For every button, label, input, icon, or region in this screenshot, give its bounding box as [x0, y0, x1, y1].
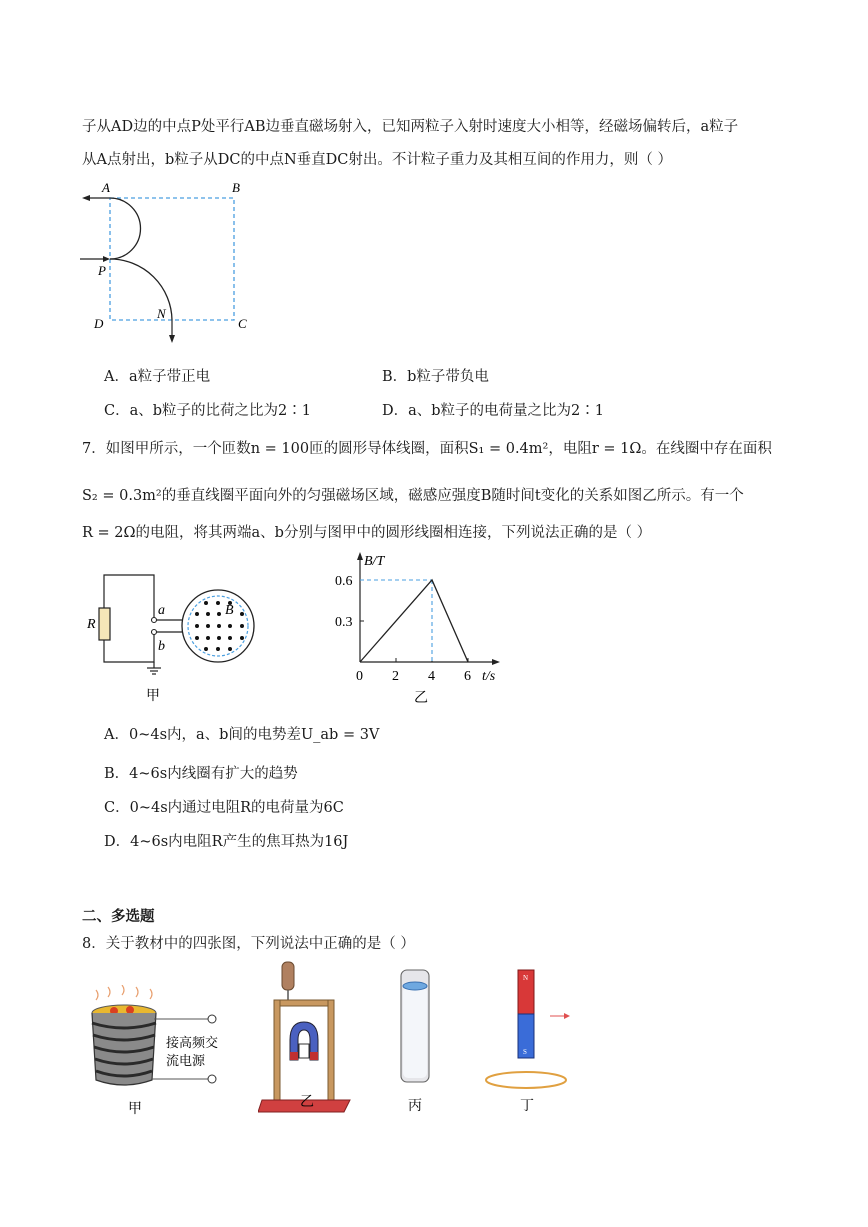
- q7-bt-graph: [328, 548, 508, 708]
- q7-option-d[interactable]: D．4~6s内电阻R产生的焦耳热为16J: [104, 834, 349, 850]
- q8-fig-ding-magnet-ring: [482, 968, 592, 1113]
- label-N: N: [157, 306, 166, 321]
- x-tick-2: 2: [392, 669, 399, 684]
- magnet-N-label: N: [523, 974, 529, 982]
- q8-fig-jia-induction-furnace: [74, 985, 244, 1115]
- q6-magnetic-field-figure: [80, 178, 260, 350]
- y-tick-0.6: 0.6: [335, 574, 353, 589]
- magnet-S-label: S: [523, 1048, 527, 1056]
- q7-circuit-figure: [84, 570, 284, 710]
- q7-line-3: R = 2Ω的电阻，将其两端a、b分别与图甲中的圆形线圈相连接，下列说法正确的是（ ）: [82, 525, 652, 541]
- x-axis-label: t/s: [482, 669, 496, 684]
- q7-line-1: 7．如图甲所示，一个匝数n = 100匝的圆形导体线圈，面积S₁ = 0.4m²，电阻r = 1Ω。在线圈中存在面积: [82, 441, 772, 457]
- label-b: b: [158, 639, 165, 654]
- q7-line-2: S₂ = 0.3m²的垂直线圈平面向外的匀强磁场区域，磁感应强度B随时间t变化的关系如图乙所示。有一个: [82, 488, 744, 504]
- x-tick-0: 0: [356, 669, 363, 684]
- coil-label-2: 流电源: [166, 1053, 206, 1068]
- label-A: A: [102, 180, 110, 195]
- q6-option-b[interactable]: B．b粒子带负电: [382, 369, 489, 385]
- q7-option-a[interactable]: A．0~4s内，a、b间的电势差U_ab = 3V: [104, 727, 380, 743]
- q6-option-a[interactable]: A．a粒子带正电: [104, 369, 211, 385]
- q6-line-2: 从A点射出，b粒子从DC的中点N垂直DC射出。不计粒子重力及其相互间的作用力，则（ ）: [82, 152, 672, 168]
- x-tick-6: 6: [464, 669, 471, 684]
- heat-wave-icon: [96, 985, 152, 1000]
- q6-option-c[interactable]: C．a、b粒子的比荷之比为2∶1: [104, 403, 311, 419]
- resistor-R: [99, 608, 110, 640]
- coil-label-1: 接高频交: [166, 1035, 219, 1050]
- y-axis-label: B/T: [364, 554, 385, 569]
- q8-fig-bing-tube: [392, 968, 442, 1113]
- section-title: 二、多选题: [82, 909, 155, 925]
- caption-bing-q8: 丙: [408, 1099, 422, 1113]
- q6-option-d[interactable]: D．a、b粒子的电荷量之比为2∶1: [382, 403, 605, 419]
- q7-option-b[interactable]: B．4~6s内线圈有扩大的趋势: [104, 766, 298, 782]
- caption-jia: 甲: [146, 689, 160, 704]
- b-exit-arrowhead: [169, 335, 175, 343]
- label-B-field: B: [225, 603, 234, 618]
- series-line-B: [360, 580, 468, 662]
- caption-yi-q8: 乙: [300, 1095, 314, 1110]
- q7-option-c[interactable]: C．0~4s内通过电阻R的电荷量为6C: [104, 800, 344, 816]
- q8-fig-yi-magnet-stand: [258, 960, 358, 1115]
- a-exit-arrowhead: [82, 195, 90, 201]
- caption-jia-q8: 甲: [128, 1102, 142, 1115]
- caption-yi: 乙: [414, 691, 428, 706]
- q8-line-1: 8．关于教材中的四张图，下列说法中正确的是（ ）: [82, 936, 415, 952]
- incoming-arrowhead: [103, 256, 110, 262]
- y-tick-0.3: 0.3: [335, 615, 353, 630]
- label-B: B: [232, 180, 240, 195]
- label-a: a: [158, 603, 165, 618]
- label-D: D: [94, 316, 104, 331]
- field-region-square: [110, 198, 234, 320]
- terminal-b: [152, 630, 157, 635]
- label-P: P: [98, 263, 106, 278]
- terminal-a: [152, 618, 157, 623]
- metal-ring: [486, 1072, 566, 1088]
- q6-line-1: 子从AD边的中点P处平行AB边垂直磁场射入，已知两粒子入射时速度大小相等，经磁场偏转后，a粒子: [82, 119, 739, 135]
- caption-ding-q8: 丁: [520, 1099, 534, 1113]
- x-tick-4: 4: [428, 669, 435, 684]
- label-R: R: [87, 617, 96, 632]
- label-C: C: [238, 316, 247, 331]
- a-particle-path: [110, 198, 141, 259]
